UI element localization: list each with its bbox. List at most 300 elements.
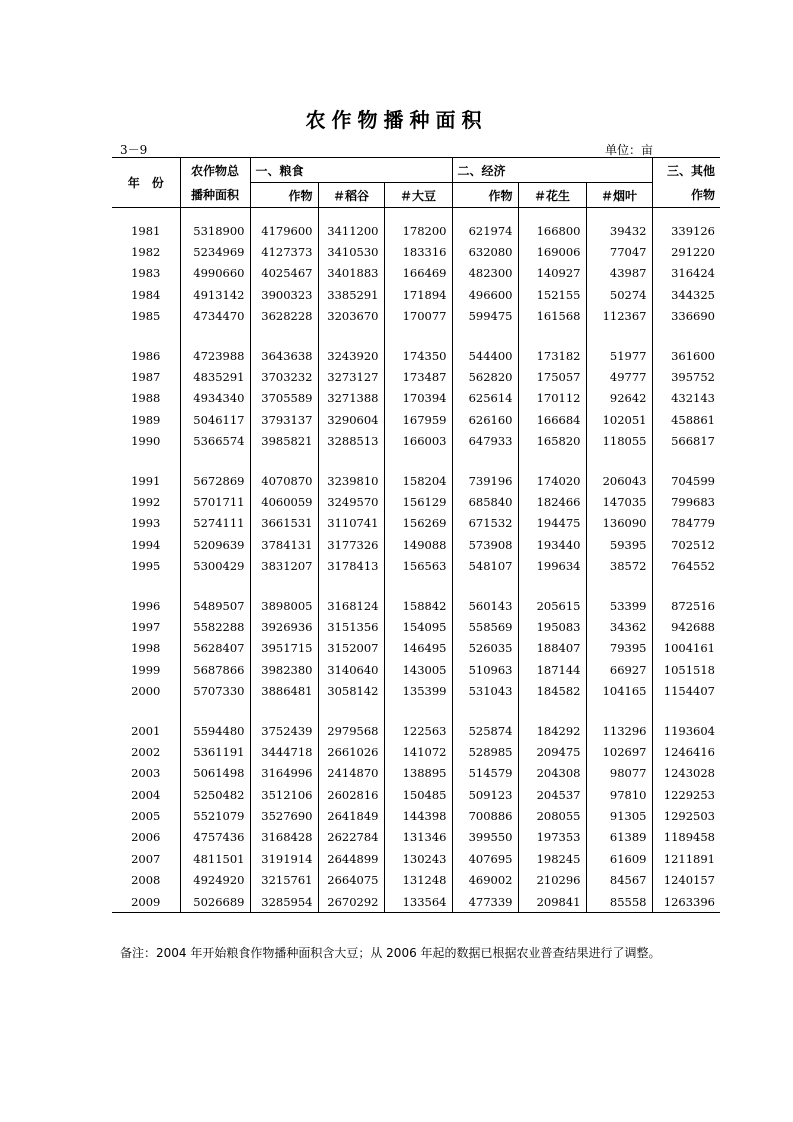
cell-rice: 2979568: [318, 720, 384, 741]
spacer-cell: [384, 208, 452, 221]
cell-tobacco: 77047: [586, 241, 652, 262]
cell-peanut: 152155: [518, 284, 586, 305]
cell-total: 5361191: [180, 741, 250, 762]
cell-tobacco: 102697: [586, 741, 652, 762]
cell-peanut: 161568: [518, 306, 586, 327]
cell-peanut: 208055: [518, 805, 586, 826]
header-econ-line1: 二、经济: [452, 158, 652, 183]
table-row: [112, 720, 720, 741]
cell-year: 1991: [131, 473, 161, 488]
cell-other: 336690: [652, 306, 720, 327]
spacer-cell: [250, 452, 318, 470]
table-row: [112, 805, 720, 826]
cell-rice: 3152007: [318, 638, 384, 659]
cell-tobacco: 59395: [586, 534, 652, 555]
cell-total: 4723988: [180, 345, 250, 366]
cell-economic: 739196: [452, 470, 518, 491]
cell-year: 2004: [131, 787, 161, 802]
cell-peanut: 184582: [518, 680, 586, 701]
cell-grain: 4060059: [250, 491, 318, 512]
cell-tobacco: 102051: [586, 409, 652, 430]
table-row: [112, 555, 720, 576]
cell-year: 2003: [131, 766, 161, 781]
cell-soybean: 166469: [384, 263, 452, 284]
spacer-cell: [452, 577, 518, 595]
spacer-row: [112, 702, 720, 720]
cell-year: 1996: [131, 598, 161, 613]
header-tobacco: ＃烟叶: [586, 183, 652, 208]
cell-rice: 3178413: [318, 555, 384, 576]
cell-rice: 2661026: [318, 741, 384, 762]
cell-total: 5582288: [180, 616, 250, 637]
cell-rice: 3385291: [318, 284, 384, 305]
cell-peanut: 193440: [518, 534, 586, 555]
cell-other: 1193604: [652, 720, 720, 741]
cell-soybean: 143005: [384, 659, 452, 680]
spacer-cell: [180, 208, 250, 221]
cell-soybean: 146495: [384, 638, 452, 659]
table-row: [112, 891, 720, 913]
cell-total: 4913142: [180, 284, 250, 305]
spacer-cell: [112, 702, 180, 720]
table-row: [112, 827, 720, 848]
table-row: [112, 306, 720, 327]
cell-economic: 544400: [452, 345, 518, 366]
spacer-cell: [384, 452, 452, 470]
cell-tobacco: 38572: [586, 555, 652, 576]
cell-soybean: 174350: [384, 345, 452, 366]
cell-other: 432143: [652, 388, 720, 409]
cell-grain: 3444718: [250, 741, 318, 762]
cell-grain: 3705589: [250, 388, 318, 409]
cell-economic: 625614: [452, 388, 518, 409]
cell-year: 2002: [131, 744, 161, 759]
header-soybean: ＃大豆: [384, 183, 452, 208]
cell-total: 4934340: [180, 388, 250, 409]
cell-soybean: 173487: [384, 366, 452, 387]
table-row: [112, 638, 720, 659]
cell-peanut: 187144: [518, 659, 586, 680]
table-row: [112, 680, 720, 701]
cell-peanut: 170112: [518, 388, 586, 409]
cell-year: 1998: [131, 641, 161, 656]
cell-tobacco: 118055: [586, 431, 652, 452]
cell-peanut: 195083: [518, 616, 586, 637]
table-row: [112, 284, 720, 305]
cell-soybean: 170077: [384, 306, 452, 327]
table-row: [112, 616, 720, 637]
cell-year: 1999: [131, 662, 161, 677]
cell-peanut: 166800: [518, 220, 586, 241]
cell-total: 5234969: [180, 241, 250, 262]
cell-year: 1990: [131, 434, 161, 449]
cell-other: 339126: [652, 220, 720, 241]
cell-economic: 525874: [452, 720, 518, 741]
cell-economic: 599475: [452, 306, 518, 327]
cell-rice: 3273127: [318, 366, 384, 387]
cell-rice: 3140640: [318, 659, 384, 680]
cell-economic: 558569: [452, 616, 518, 637]
spacer-cell: [652, 577, 720, 595]
cell-year: 2001: [131, 723, 161, 738]
spacer-cell: [250, 702, 318, 720]
cell-other: 872516: [652, 595, 720, 616]
spacer-cell: [384, 577, 452, 595]
cell-rice: 2670292: [318, 891, 384, 913]
table-row: [112, 784, 720, 805]
crop-area-table: [112, 157, 720, 913]
cell-economic: 482300: [452, 263, 518, 284]
cell-grain: 4025467: [250, 263, 318, 284]
table-row: [112, 595, 720, 616]
spacer-cell: [180, 327, 250, 345]
cell-year: 1981: [131, 223, 161, 238]
spacer-cell: [518, 577, 586, 595]
cell-soybean: 156269: [384, 513, 452, 534]
cell-economic: 399550: [452, 827, 518, 848]
cell-year: 1997: [131, 619, 161, 634]
cell-rice: 3151356: [318, 616, 384, 637]
table-row: [112, 241, 720, 262]
spacer-cell: [318, 452, 384, 470]
spacer-cell: [180, 702, 250, 720]
cell-grain: 3752439: [250, 720, 318, 741]
cell-year: 1989: [131, 412, 161, 427]
cell-economic: 671532: [452, 513, 518, 534]
cell-total: 5061498: [180, 763, 250, 784]
cell-tobacco: 91305: [586, 805, 652, 826]
cell-economic: 632080: [452, 241, 518, 262]
cell-economic: 526035: [452, 638, 518, 659]
cell-economic: 509123: [452, 784, 518, 805]
cell-peanut: 175057: [518, 366, 586, 387]
cell-other: 344325: [652, 284, 720, 305]
cell-grain: 3951715: [250, 638, 318, 659]
cell-rice: 3243920: [318, 345, 384, 366]
cell-year: 1983: [131, 266, 161, 281]
spacer-row: [112, 327, 720, 345]
cell-economic: 562820: [452, 366, 518, 387]
cell-tobacco: 113296: [586, 720, 652, 741]
cell-peanut: 184292: [518, 720, 586, 741]
cell-soybean: 138895: [384, 763, 452, 784]
cell-rice: 3249570: [318, 491, 384, 512]
cell-peanut: 174020: [518, 470, 586, 491]
cell-soybean: 166003: [384, 431, 452, 452]
cell-other: 1246416: [652, 741, 720, 762]
cell-economic: 407695: [452, 848, 518, 869]
cell-grain: 3831207: [250, 555, 318, 576]
cell-total: 5300429: [180, 555, 250, 576]
spacer-row: [112, 208, 720, 221]
cell-economic: 621974: [452, 220, 518, 241]
cell-year: 1982: [131, 245, 161, 260]
cell-total: 5489507: [180, 595, 250, 616]
cell-economic: 626160: [452, 409, 518, 430]
header-total-line1: 农作物总: [180, 158, 250, 183]
cell-soybean: 154095: [384, 616, 452, 637]
cell-rice: 3058142: [318, 680, 384, 701]
cell-other: 566817: [652, 431, 720, 452]
cell-soybean: 156563: [384, 555, 452, 576]
cell-tobacco: 104165: [586, 680, 652, 701]
cell-rice: 2641849: [318, 805, 384, 826]
cell-year: 1992: [131, 494, 161, 509]
cell-year: 2008: [131, 873, 161, 888]
spacer-cell: [518, 452, 586, 470]
cell-peanut: 194475: [518, 513, 586, 534]
cell-other: 784779: [652, 513, 720, 534]
cell-year: 1987: [131, 370, 161, 385]
spacer-cell: [318, 327, 384, 345]
spacer-cell: [586, 327, 652, 345]
cell-grain: 3512106: [250, 784, 318, 805]
header-grain-line1: 一、粮食: [250, 158, 452, 183]
footnote: 备注：2004 年开始粮食作物播种面积含大豆；从 2006 年起的数据已根据农业普查结果进行了调整。: [120, 946, 661, 960]
cell-economic: 685840: [452, 491, 518, 512]
cell-grain: 3898005: [250, 595, 318, 616]
cell-economic: 510963: [452, 659, 518, 680]
cell-grain: 3643638: [250, 345, 318, 366]
spacer-row: [112, 577, 720, 595]
cell-total: 4734470: [180, 306, 250, 327]
cell-tobacco: 61389: [586, 827, 652, 848]
cell-year: 2006: [131, 830, 161, 845]
header-peanut: ＃花生: [518, 183, 586, 208]
spacer-cell: [652, 452, 720, 470]
cell-tobacco: 98077: [586, 763, 652, 784]
cell-peanut: 209475: [518, 741, 586, 762]
table-body: [112, 208, 720, 913]
cell-grain: 3982380: [250, 659, 318, 680]
cell-year: 1984: [131, 287, 161, 302]
header-total-line2: 播种面积: [180, 183, 250, 208]
cell-economic: 531043: [452, 680, 518, 701]
cell-total: 5521079: [180, 805, 250, 826]
cell-other: 704599: [652, 470, 720, 491]
cell-tobacco: 85558: [586, 891, 652, 913]
cell-other: 1240157: [652, 870, 720, 891]
cell-rice: 3288513: [318, 431, 384, 452]
cell-tobacco: 92642: [586, 388, 652, 409]
cell-year: 2005: [131, 809, 161, 824]
cell-other: 799683: [652, 491, 720, 512]
cell-peanut: 140927: [518, 263, 586, 284]
spacer-cell: [250, 327, 318, 345]
table-row: [112, 513, 720, 534]
cell-grain: 3793137: [250, 409, 318, 430]
table-row: [112, 263, 720, 284]
cell-tobacco: 51977: [586, 345, 652, 366]
cell-year: 1994: [131, 537, 161, 552]
cell-rice: 2602816: [318, 784, 384, 805]
cell-total: 4990660: [180, 263, 250, 284]
spacer-cell: [384, 702, 452, 720]
cell-total: 5701711: [180, 491, 250, 512]
cell-rice: 3168124: [318, 595, 384, 616]
cell-peanut: 210296: [518, 870, 586, 891]
cell-year: 2007: [131, 851, 161, 866]
cell-peanut: 209841: [518, 891, 586, 913]
spacer-cell: [652, 702, 720, 720]
cell-rice: 3401883: [318, 263, 384, 284]
cell-total: 5672869: [180, 470, 250, 491]
cell-economic: 548107: [452, 555, 518, 576]
cell-grain: 3191914: [250, 848, 318, 869]
cell-total: 5250482: [180, 784, 250, 805]
cell-economic: 477339: [452, 891, 518, 913]
cell-peanut: 173182: [518, 345, 586, 366]
cell-peanut: 198245: [518, 848, 586, 869]
cell-other: 1292503: [652, 805, 720, 826]
cell-total: 5026689: [180, 891, 250, 913]
cell-other: 1243028: [652, 763, 720, 784]
spacer-cell: [318, 208, 384, 221]
cell-tobacco: 79395: [586, 638, 652, 659]
table-number: 3－9: [120, 143, 148, 157]
cell-grain: 3703232: [250, 366, 318, 387]
cell-peanut: 188407: [518, 638, 586, 659]
cell-tobacco: 112367: [586, 306, 652, 327]
cell-rice: 2664075: [318, 870, 384, 891]
table-header: [112, 158, 720, 208]
cell-soybean: 171894: [384, 284, 452, 305]
spacer-cell: [452, 702, 518, 720]
cell-grain: 3900323: [250, 284, 318, 305]
cell-grain: 3215761: [250, 870, 318, 891]
cell-peanut: 165820: [518, 431, 586, 452]
cell-grain: 4179600: [250, 220, 318, 241]
spacer-cell: [652, 208, 720, 221]
spacer-cell: [586, 577, 652, 595]
cell-other: 316424: [652, 263, 720, 284]
cell-soybean: 150485: [384, 784, 452, 805]
cell-total: 5274111: [180, 513, 250, 534]
cell-tobacco: 136090: [586, 513, 652, 534]
cell-total: 5209639: [180, 534, 250, 555]
cell-rice: 3410530: [318, 241, 384, 262]
cell-soybean: 141072: [384, 741, 452, 762]
spacer-cell: [586, 702, 652, 720]
cell-peanut: 166684: [518, 409, 586, 430]
spacer-cell: [518, 208, 586, 221]
cell-year: 1988: [131, 391, 161, 406]
cell-other: 1229253: [652, 784, 720, 805]
spacer-cell: [652, 327, 720, 345]
cell-grain: 3886481: [250, 680, 318, 701]
cell-total: 5707330: [180, 680, 250, 701]
cell-total: 4811501: [180, 848, 250, 869]
table-row: [112, 491, 720, 512]
cell-year: 2009: [112, 891, 180, 913]
cell-year: 1993: [131, 516, 161, 531]
cell-economic: 573908: [452, 534, 518, 555]
cell-grain: 3985821: [250, 431, 318, 452]
table-row: [112, 409, 720, 430]
cell-tobacco: 49777: [586, 366, 652, 387]
cell-tobacco: 50274: [586, 284, 652, 305]
cell-grain: 3527690: [250, 805, 318, 826]
cell-grain: 3628228: [250, 306, 318, 327]
cell-soybean: 167959: [384, 409, 452, 430]
spacer-cell: [586, 208, 652, 221]
header-other-line2: 作物: [652, 183, 720, 208]
table-row: [112, 431, 720, 452]
cell-peanut: 197353: [518, 827, 586, 848]
cell-other: 1004161: [652, 638, 720, 659]
cell-other: 702512: [652, 534, 720, 555]
spacer-cell: [112, 327, 180, 345]
spacer-cell: [518, 702, 586, 720]
cell-soybean: 170394: [384, 388, 452, 409]
unit-label: 单位：亩: [605, 143, 654, 157]
cell-other: 291220: [652, 241, 720, 262]
cell-other: 1051518: [652, 659, 720, 680]
header-year: 年 份: [112, 158, 180, 208]
cell-soybean: 131346: [384, 827, 452, 848]
cell-grain: 3661531: [250, 513, 318, 534]
table-row: [112, 220, 720, 241]
spacer-cell: [250, 208, 318, 221]
spacer-cell: [318, 577, 384, 595]
cell-economic: 560143: [452, 595, 518, 616]
cell-other: 1154407: [652, 680, 720, 701]
cell-other: 764552: [652, 555, 720, 576]
cell-peanut: 205615: [518, 595, 586, 616]
cell-soybean: 183316: [384, 241, 452, 262]
cell-total: 4757436: [180, 827, 250, 848]
cell-other: 395752: [652, 366, 720, 387]
page-title: 农作物播种面积: [305, 108, 488, 132]
cell-tobacco: 34362: [586, 616, 652, 637]
cell-soybean: 178200: [384, 220, 452, 241]
cell-total: 5594480: [180, 720, 250, 741]
header-econ-line2: 作物: [452, 183, 518, 208]
cell-rice: 3271388: [318, 388, 384, 409]
spacer-cell: [112, 208, 180, 221]
cell-other: 1263396: [652, 891, 720, 913]
cell-economic: 528985: [452, 741, 518, 762]
spacer-cell: [452, 208, 518, 221]
cell-tobacco: 39432: [586, 220, 652, 241]
cell-total: 4835291: [180, 366, 250, 387]
cell-other: 361600: [652, 345, 720, 366]
table-row: [112, 534, 720, 555]
spacer-cell: [452, 452, 518, 470]
spacer-cell: [518, 327, 586, 345]
cell-economic: 469002: [452, 870, 518, 891]
cell-peanut: 169006: [518, 241, 586, 262]
spacer-cell: [586, 452, 652, 470]
cell-tobacco: 61609: [586, 848, 652, 869]
spacer-cell: [384, 327, 452, 345]
cell-other: 942688: [652, 616, 720, 637]
cell-total: 4924920: [180, 870, 250, 891]
cell-soybean: 158842: [384, 595, 452, 616]
cell-economic: 496600: [452, 284, 518, 305]
cell-economic: 700886: [452, 805, 518, 826]
cell-total: 5046117: [180, 409, 250, 430]
cell-tobacco: 206043: [586, 470, 652, 491]
cell-tobacco: 43987: [586, 263, 652, 284]
cell-soybean: 122563: [384, 720, 452, 741]
header-other-line1: 三、其他: [652, 158, 720, 183]
cell-rice: 2622784: [318, 827, 384, 848]
cell-rice: 2644899: [318, 848, 384, 869]
cell-rice: 3203670: [318, 306, 384, 327]
cell-rice: 2414870: [318, 763, 384, 784]
cell-total: 5628407: [180, 638, 250, 659]
